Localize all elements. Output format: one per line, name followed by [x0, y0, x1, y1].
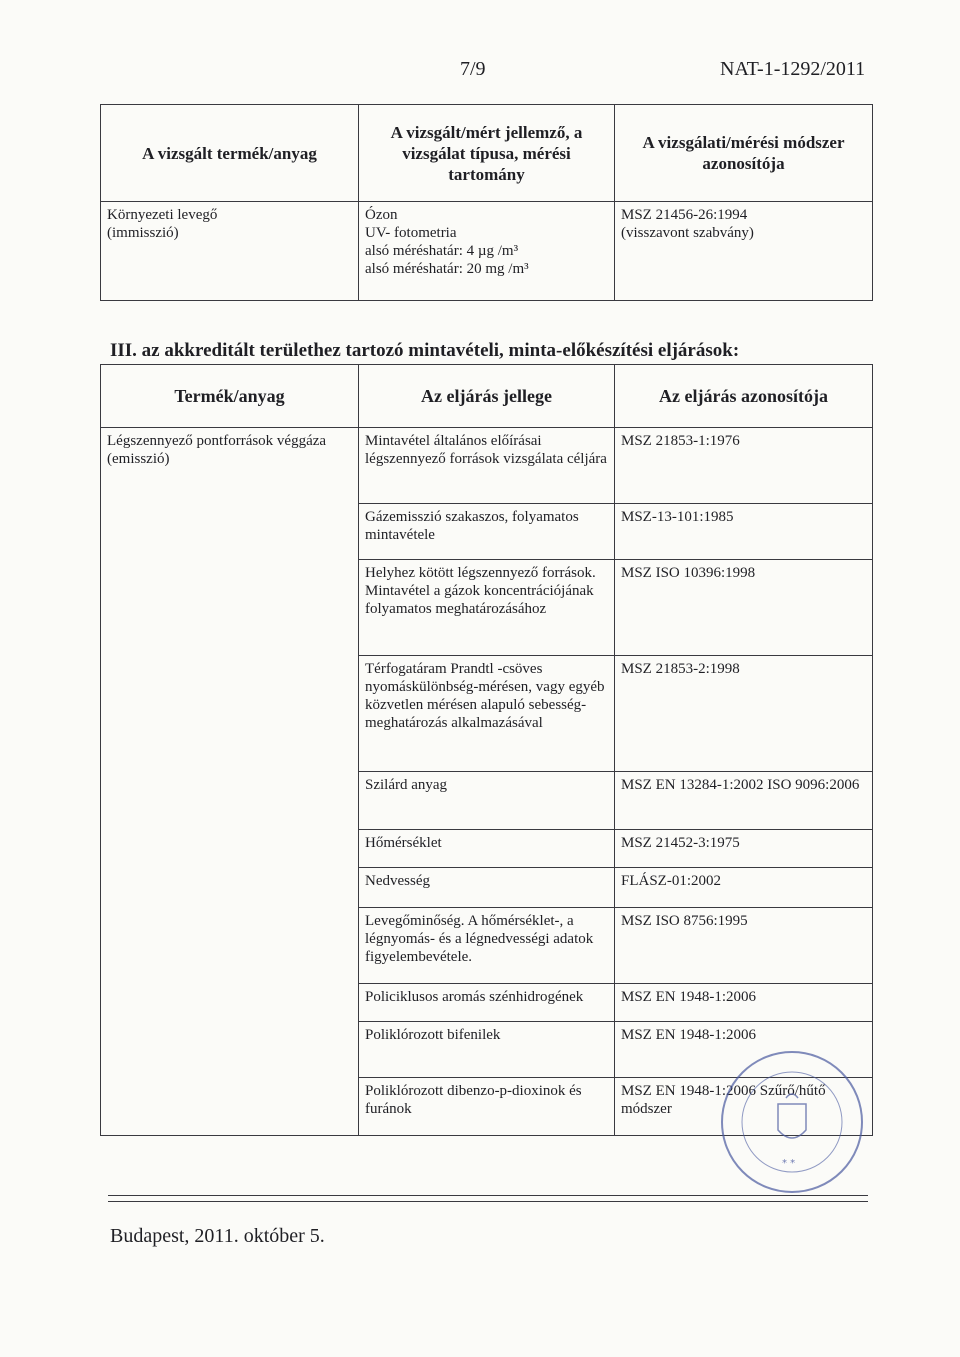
page-number: 7/9 [460, 58, 486, 80]
procedure-nature: Levegőminőség. A hőmérséklet-, a légnyomás- és a légnedvességi adatok figyelembevétele. [359, 908, 615, 984]
procedure-id: MSZ-13-101:1985 [615, 504, 873, 560]
col-header-nature: Az eljárás jellege [359, 365, 615, 428]
accreditation-stamp [700, 1042, 880, 1202]
footer-date: Budapest, 2011. október 5. [110, 1225, 325, 1247]
footer-divider [108, 1201, 868, 1202]
property-line: alsó méréshatár: 4 µg /m³ [365, 243, 519, 259]
product-cell [101, 428, 359, 1136]
method-line: (visszavont szabvány) [621, 225, 754, 241]
procedure-id: MSZ EN 1948-1:2006 [615, 984, 873, 1022]
product-name: Légszennyező pontforrások véggáza [107, 433, 327, 449]
procedure-nature: Szilárd anyag [359, 772, 615, 830]
col-header-product: Termék/anyag [101, 365, 359, 428]
product-type: (immisszió) [107, 225, 179, 241]
procedure-id: MSZ ISO 10396:1998 [615, 560, 873, 656]
procedure-id: FLÁSZ-01:2002 [615, 868, 873, 908]
col-header-product: A vizsgált termék/anyag [101, 105, 359, 202]
method-line: MSZ 21456-26:1994 [621, 207, 748, 223]
procedure-id: MSZ EN 13284-1:2002 ISO 9096:2006 [615, 772, 873, 830]
accredited-tests-table [100, 104, 873, 301]
col-header-id: Az eljárás azonosítója [615, 365, 873, 428]
sampling-procedures-table [100, 364, 873, 1136]
procedure-nature: Mintavétel általános előírásai légszennyező források vizsgálata céljára [359, 428, 615, 504]
procedure-id: MSZ EN 1948-1:2006 [615, 1022, 873, 1078]
svg-text:* *: * * [782, 1158, 796, 1169]
property-cell [359, 202, 615, 301]
procedure-nature: Poliklórozott bifenilek [359, 1022, 615, 1078]
product-type: (emisszió) [107, 451, 170, 467]
col-header-method: A vizsgálati/mérési módszer azonosítója [615, 105, 873, 202]
procedure-nature: Hőmérséklet [359, 830, 615, 868]
footer-divider [108, 1195, 868, 1196]
product-cell [101, 202, 359, 301]
procedure-nature: Nedvesség [359, 868, 615, 908]
product-name: Környezeti levegő [107, 207, 218, 223]
procedure-nature: Gázemisszió szakaszos, folyamatos mintavétele [359, 504, 615, 560]
procedure-nature: Térfogatáram Prandtl -csöves nyomáskülönbség-mérésen, vagy egyéb közvetlen mérésen alapuló sebesség-meghatározás alkalmazásával [359, 656, 615, 772]
property-line: Ózon [365, 207, 398, 223]
property-line: UV- fotometria [365, 225, 457, 241]
procedure-nature: Poliklórozott dibenzo-p-dioxinok és furánok [359, 1078, 615, 1136]
procedure-id: MSZ 21853-1:1976 [615, 428, 873, 504]
section-title: III. az akkreditált területhez tartozó mintavételi, minta-előkészítési eljárások: [110, 340, 740, 361]
procedure-id: MSZ 21853-2:1998 [615, 656, 873, 772]
property-line: alsó méréshatár: 20 mg /m³ [365, 261, 529, 277]
procedure-id: MSZ 21452-3:1975 [615, 830, 873, 868]
method-cell [615, 202, 873, 301]
procedure-nature: Policiklusos aromás szénhidrogének [359, 984, 615, 1022]
procedure-nature: Helyhez kötött légszennyező források. Mintavétel a gázok koncentrációjának folyamatos meghatározásához [359, 560, 615, 656]
col-header-property: A vizsgált/mért jellemző, a vizsgálat típusa, mérési tartomány [359, 105, 615, 202]
procedure-id: MSZ EN 1948-1:2006 Szűrő/hűtő módszer [615, 1078, 873, 1136]
document-id: NAT-1-1292/2011 [720, 58, 866, 80]
procedure-id: MSZ ISO 8756:1995 [615, 908, 873, 984]
